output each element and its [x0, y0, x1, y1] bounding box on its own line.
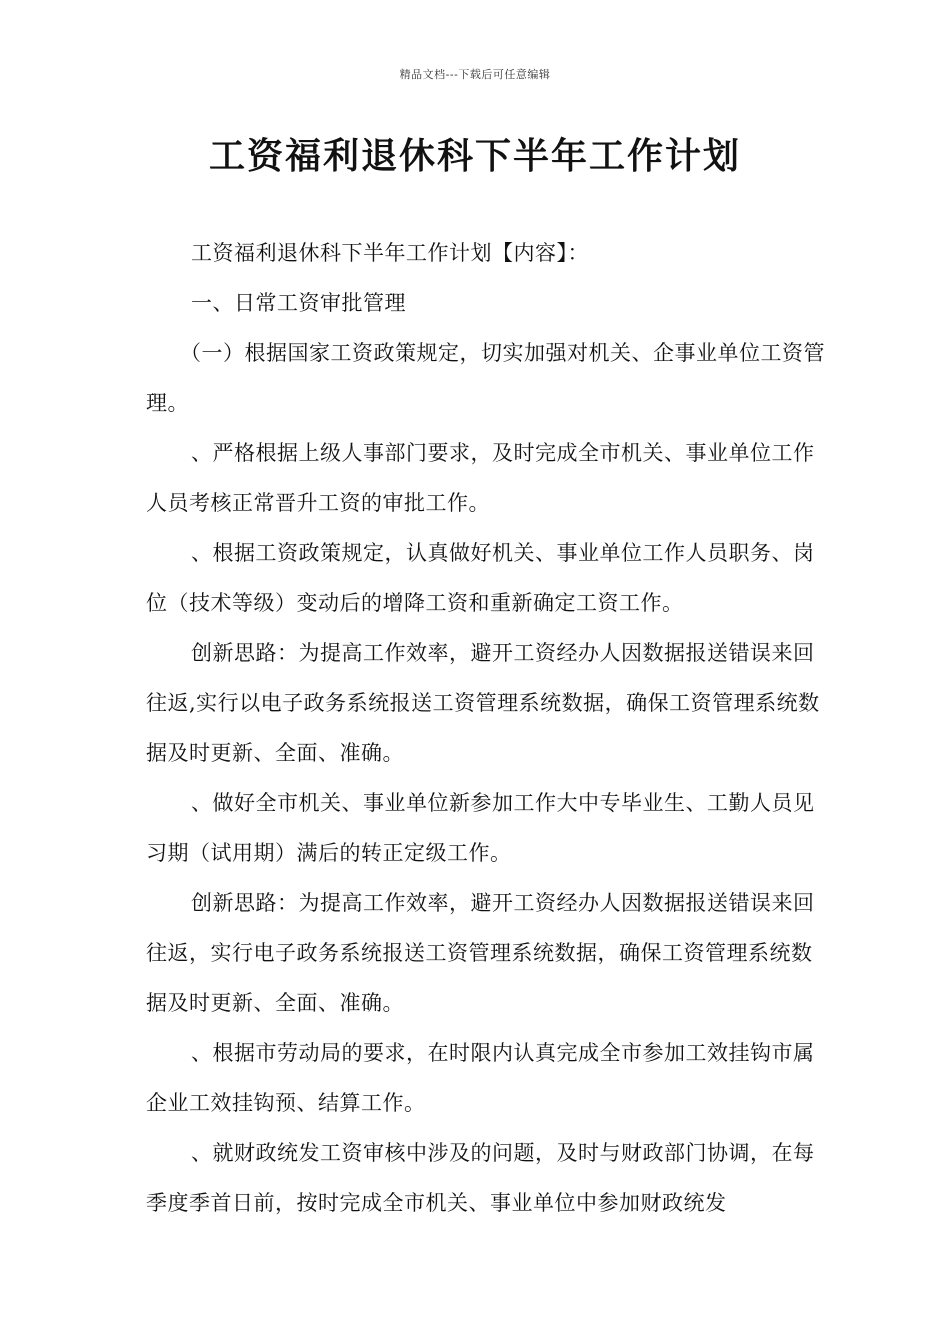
paragraph: 、严格根据上级人事部门要求，及时完成全市机关、事业单位工作人员考核正常晋升工资的审批工作。 — [146, 441, 815, 515]
paragraph: （一）根据国家工资政策规定，切实加强对机关、企事业单位工资管理。 — [146, 341, 825, 415]
paragraph: 、就财政统发工资审核中涉及的问题，及时与财政部门协调，在每季度季首日前，按时完成全市机关、事业单位中参加财政统发 — [146, 1141, 815, 1215]
paragraph: 创新思路：为提高工作效率，避开工资经办人因数据报送错误来回往返,实行以电子政务系统报送工资管理系统数据，确保工资管理系统数据及时更新、全面、准确。 — [146, 641, 820, 765]
paragraph: 创新思路：为提高工作效率，避开工资经办人因数据报送错误来回往返，实行电子政务系统报送工资管理系统数据，确保工资管理系统数据及时更新、全面、准确。 — [146, 891, 815, 1015]
paragraph: 、做好全市机关、事业单位新参加工作大中专毕业生、工勤人员见习期（试用期）满后的转正定级工作。 — [146, 791, 815, 865]
section-heading: 一、日常工资审批管理 — [191, 291, 406, 315]
paragraph-intro: 工资福利退休科下半年工作计划【内容】： — [191, 241, 589, 265]
document-body — [146, 228, 826, 1228]
header-note: 精品文档---下载后可任意编辑 — [399, 68, 551, 81]
document-title: 工资福利退休科下半年工作计划 — [208, 136, 741, 177]
paragraph: 、根据市劳动局的要求，在时限内认真完成全市参加工效挂钩市属企业工效挂钩预、结算工作。 — [146, 1041, 815, 1115]
paragraph: 、根据工资政策规定，认真做好机关、事业单位工作人员职务、岗位（技术等级）变动后的增降工资和重新确定工资工作。 — [146, 541, 815, 615]
